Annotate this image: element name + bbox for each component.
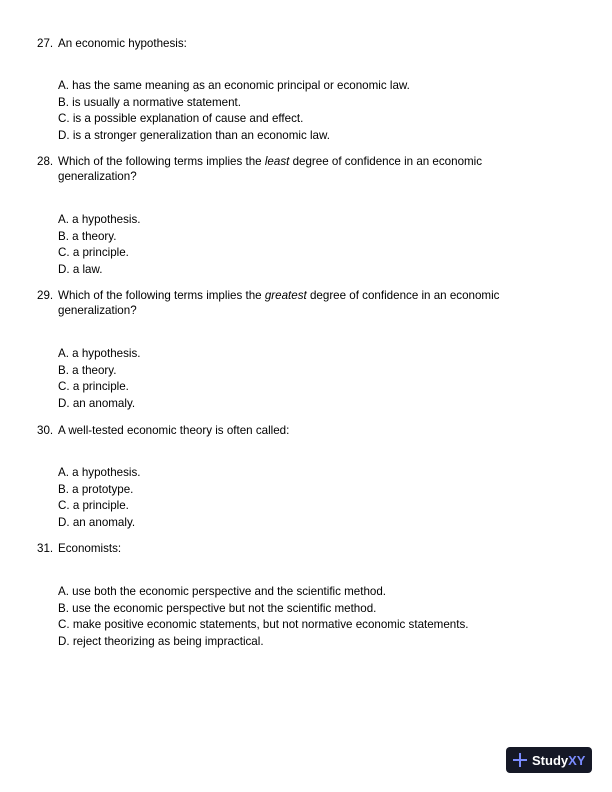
option-d[interactable]: D. an anomaly. xyxy=(58,515,136,529)
option-b[interactable]: B. a theory. xyxy=(58,363,117,377)
option-c[interactable]: C. a principle. xyxy=(58,499,129,512)
question-text: Economists: xyxy=(58,542,122,555)
brand-accent: XY xyxy=(568,752,586,768)
option-d[interactable]: D. reject theorizing as being impractical. xyxy=(58,634,264,648)
option-d[interactable]: D. a law. xyxy=(58,262,103,276)
question-number: 29. xyxy=(37,289,54,302)
question-text-cont: degree of confidence in an economic xyxy=(289,155,483,168)
question-text: Which of the following terms implies the xyxy=(58,155,265,168)
question-30 xyxy=(37,423,577,438)
options-28 xyxy=(58,212,141,278)
question-text: Which of the following terms implies the xyxy=(58,289,265,302)
question-text-line2: generalization? xyxy=(58,170,137,183)
question-number: 28. xyxy=(37,155,54,168)
question-text: A well-tested economic theory is often called: xyxy=(58,424,290,437)
question-number: 31. xyxy=(37,542,54,555)
option-b[interactable]: B. is usually a normative statement. xyxy=(58,95,242,109)
option-a[interactable]: A. a hypothesis. xyxy=(58,466,141,479)
question-text-cont: degree of confidence in an economic xyxy=(306,289,500,302)
options-29 xyxy=(58,346,141,412)
option-a[interactable]: A. a hypothesis. xyxy=(58,347,141,360)
question-27 xyxy=(37,36,577,51)
option-d[interactable]: D. is a stronger generalization than an economic law. xyxy=(58,128,330,142)
question-text: An economic hypothesis: xyxy=(58,37,187,50)
options-31 xyxy=(58,584,468,650)
option-c[interactable]: C. make positive economic statements, but not normative economic statements. xyxy=(58,618,469,631)
option-a[interactable]: A. use both the economic perspective and the scientific method. xyxy=(58,585,387,598)
option-c[interactable]: C. a principle. xyxy=(58,246,129,259)
question-text-line2: generalization? xyxy=(58,304,137,317)
option-b[interactable]: B. a theory. xyxy=(58,229,117,243)
emphasis-text: least xyxy=(264,155,290,168)
question-29 xyxy=(37,288,577,318)
studyxy-badge[interactable] xyxy=(506,747,592,773)
options-30 xyxy=(58,465,141,531)
option-c[interactable]: C. is a possible explanation of cause and effect. xyxy=(58,112,304,125)
plus-icon xyxy=(513,753,527,767)
options-27 xyxy=(58,78,410,144)
brand-logo-text xyxy=(532,753,585,768)
question-31 xyxy=(37,541,577,556)
option-a[interactable]: A. a hypothesis. xyxy=(58,213,141,226)
emphasis-text: greatest xyxy=(264,289,307,302)
question-28 xyxy=(37,154,577,184)
option-a[interactable]: A. has the same meaning as an economic principal or economic law. xyxy=(58,79,410,92)
option-b[interactable]: B. use the economic perspective but not the scientific method. xyxy=(58,601,377,615)
question-number: 30. xyxy=(37,424,54,437)
option-c[interactable]: C. a principle. xyxy=(58,380,129,393)
option-b[interactable]: B. a prototype. xyxy=(58,482,134,496)
question-number: 27. xyxy=(37,37,54,50)
brand-name: Study xyxy=(532,752,569,768)
option-d[interactable]: D. an anomaly. xyxy=(58,396,136,410)
